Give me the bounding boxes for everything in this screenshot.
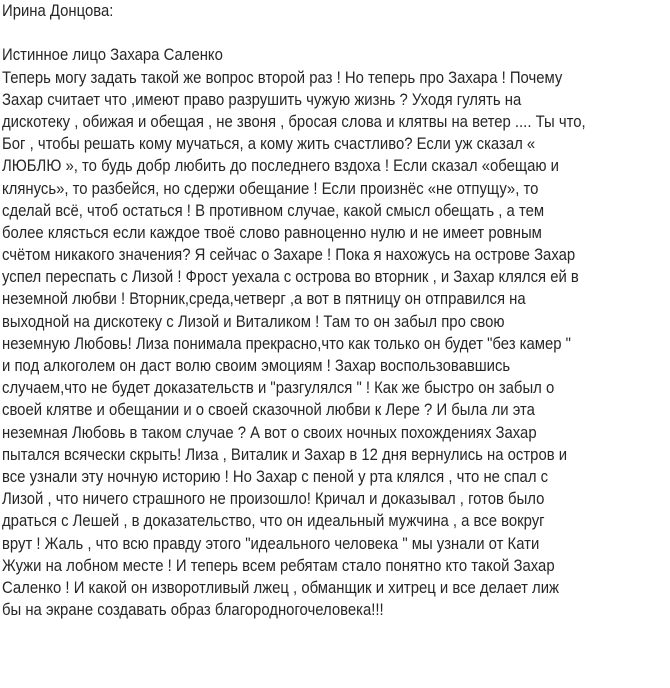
body-line-text: неземной любви ! Вторник,среда,четверг ,а вот в пятницу он отправился на [2, 289, 526, 309]
body-line [2, 133, 670, 155]
article-title [2, 44, 670, 66]
body-line [2, 67, 670, 89]
body-line-text: неземную Любовь! Лиза понимала прекрасно,что как только он будет "без камер " [2, 333, 571, 353]
body-line-text: ЛЮБЛЮ », то будь добр любить до последнего вздоха ! Если сказал «обещаю и [2, 156, 559, 176]
body-line-text: все узнали эту ночную историю ! Но Захар с пеной у рта клялся , что не спал с [2, 466, 549, 486]
title-text: Истинное лицо Захара Саленко [2, 45, 223, 65]
author-text: Ирина Донцова: [2, 1, 114, 20]
body-line [2, 377, 670, 399]
spacer [2, 22, 670, 44]
body-line-text: бы на экране создавать образ благородногочеловека!!! [2, 600, 384, 620]
body-line-text: Захар считает что ,имеют право разрушить чужую жизнь ? Уходя гулять на [2, 89, 522, 109]
body-line [2, 222, 670, 244]
body-line-text: случаем,что не будет доказательств и "разгулялся " ! Как же быстро он забыл о [2, 378, 555, 398]
body-line-text: драться с Лешей , в доказательство, что он идеальный мужчина , а все вокруг [2, 511, 545, 531]
body-line [2, 288, 670, 310]
author-name [2, 0, 670, 22]
body-line-text: своей клятве и обещании и о своей сказочной любви к Лере ? И была ли эта [2, 400, 535, 420]
body-line [2, 466, 670, 488]
body-line [2, 311, 670, 333]
body-line [2, 555, 670, 577]
body-line [2, 155, 670, 177]
body-line [2, 399, 670, 421]
body-line-text: дискотеку , обижая и обещая , не звоня , бросая слова и клятвы на ветер .... Ты что, [2, 111, 586, 131]
article-body [2, 67, 670, 622]
body-line [2, 333, 670, 355]
body-line [2, 533, 670, 555]
body-line-text: сделай всё, чтоб остаться ! В противном случае, какой смысл обещать , а тем [2, 200, 545, 220]
body-line-text: неземная Любовь в таком случае ? А вот о своих ночных похождениях Захар [2, 422, 537, 442]
body-line [2, 444, 670, 466]
body-line [2, 111, 670, 133]
article [2, 0, 670, 621]
body-line-text: Теперь могу задать такой же вопрос второй раз ! Но теперь про Захара ! Почему [2, 67, 563, 87]
body-line-text: и под алкоголем он даст волю своим эмоциям ! Захар воспользовавшись [2, 356, 511, 375]
body-line-text: клянусь», то разбейся, но сдержи обещание ! Если произнёс «не отпущу», то [2, 178, 539, 198]
body-line [2, 266, 670, 288]
body-line [2, 355, 670, 377]
body-line [2, 178, 670, 200]
body-line [2, 599, 670, 621]
body-line [2, 577, 670, 599]
body-line [2, 200, 670, 222]
body-line [2, 510, 670, 532]
body-line-text: Жужи на лобном месте ! И теперь всем ребятам стало понятно кто такой Захар [2, 555, 555, 575]
body-line-text: Лизой , что ничего страшного не произошло! Кричал и доказывал , готов было [2, 489, 545, 509]
body-line-text: Саленко ! И какой он изворотливый лжец , обманщик и хитрец и все делает лиж [2, 577, 559, 597]
body-line-text: пытался всячески скрыть! Лиза , Виталик и Захар в 12 дня вернулись на остров и [2, 444, 568, 464]
body-line [2, 244, 670, 266]
body-line-text: счётом никакого значения? Я сейчас о Захаре ! Пока я нахожусь на острове Захар [2, 245, 576, 265]
body-line-text: выходной на дискотеку с Лизой и Виталиком ! Там то он забыл про свою [2, 311, 505, 331]
body-line [2, 422, 670, 444]
body-line [2, 488, 670, 510]
body-line-text: Бог , чтобы решать кому мучаться, а кому жить счастливо? Если уж сказал « [2, 134, 536, 154]
body-line-text: врут ! Жаль , что всю правду этого "идеального человека " мы узнали от Кати [2, 533, 540, 553]
body-line-text: более клясться если каждое твоё слово равноценно нулю и не имеет ровным [2, 222, 542, 242]
body-line [2, 89, 670, 111]
body-line-text: успел переспать с Лизой ! Фрост уехала с острова во вторник , и Захар клялся ей в [2, 267, 579, 287]
